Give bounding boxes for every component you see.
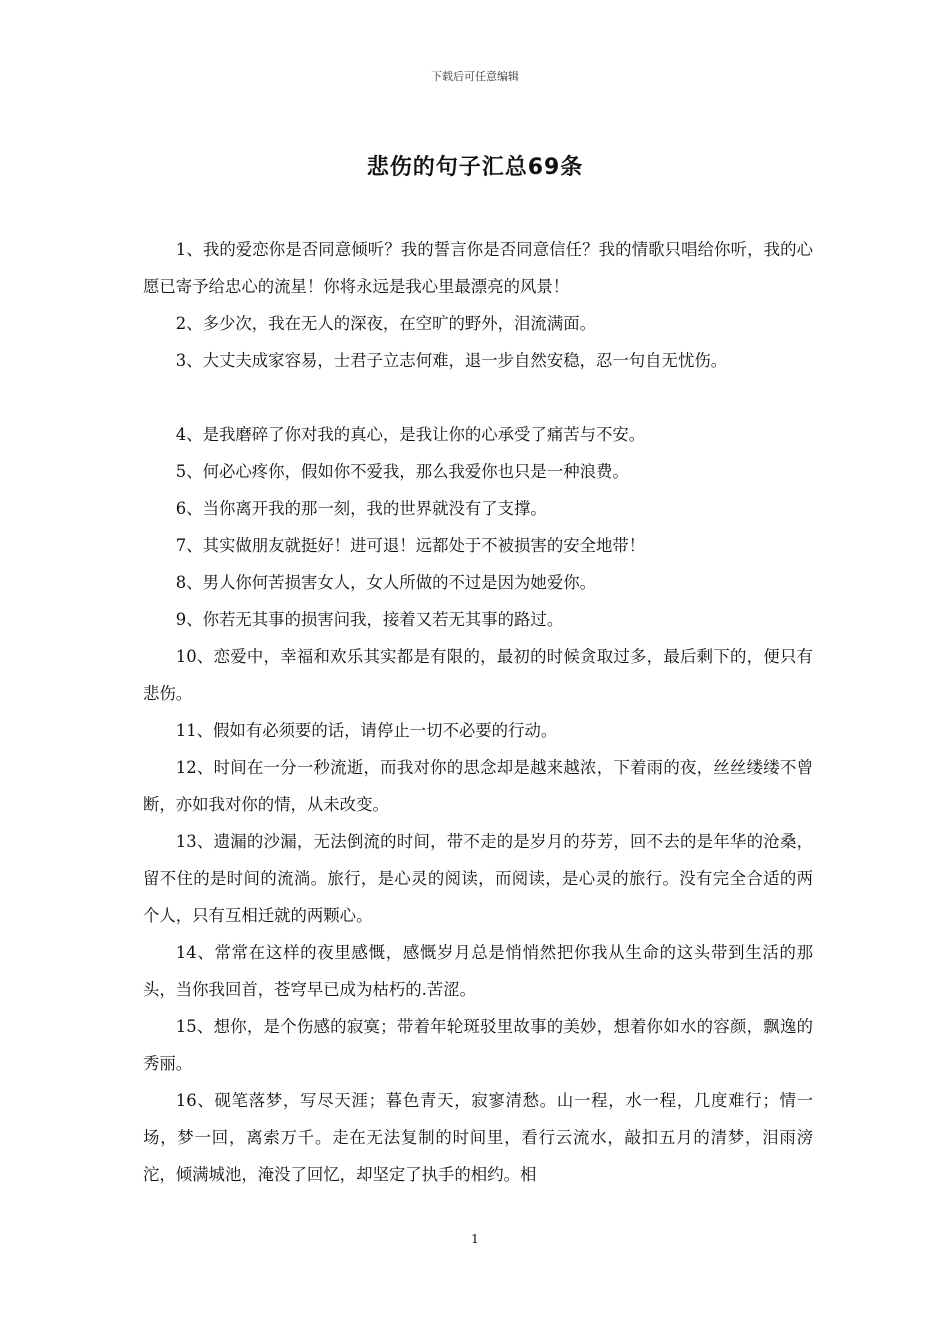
paragraph-7: 7、其实做朋友就挺好！进可退！远都处于不被损害的安全地带！	[175, 536, 646, 555]
paragraph-13: 13、遗漏的沙漏，无法倒流的时间，带不走的是岁月的芬芳，回不去的是年华的沧桑，留不住的是时间的流淌。旅行，是心灵的阅读，而阅读，是心灵的旅行。没有完全合适的两个人，只有互相迁就的两颗心。	[143, 832, 813, 925]
page-header-note: 下载后可任意编辑	[431, 70, 519, 83]
paragraph-10: 10、恋爱中，幸福和欢乐其实都是有限的，最初的时候贪取过多，最后剩下的，便只有悲伤。	[143, 647, 813, 703]
paragraph-14: 14、常常在这样的夜里感慨，感慨岁月总是悄悄然把你我从生命的这头带到生活的那头，当你我回首，苍穹早已成为枯朽的.苦涩。	[143, 943, 813, 999]
paragraph-8: 8、男人你何苦损害女人，女人所做的不过是因为她爱你。	[175, 573, 596, 592]
paragraph-2: 2、多少次，我在无人的深夜，在空旷的野外，泪流满面。	[175, 314, 596, 333]
paragraph-9: 9、你若无其事的损害问我，接着又若无其事的路过。	[175, 610, 564, 629]
blank-line	[143, 379, 813, 416]
page-title: 悲伤的句子汇总69条	[366, 155, 584, 180]
paragraph-16: 16、砚笔落梦，写尽天涯；暮色青天，寂寥清愁。山一程，水一程，几度难行；情一场，梦一回，离索万千。走在无法复制的时间里，看行云流水，敲扣五月的清梦，泪雨滂沱，倾满城池，淹没了回忆，却坚定了执手的相约。相	[143, 1091, 813, 1184]
paragraph-12: 12、时间在一分一秒流逝，而我对你的思念却是越来越浓，下着雨的夜，丝丝缕缕不曾断，亦如我对你的情，从未改变。	[143, 758, 813, 814]
document-body	[143, 231, 813, 1193]
paragraph-1: 1、我的爱恋你是否同意倾听？我的誓言你是否同意信任？我的情歌只唱给你听，我的心愿已寄予给忠心的流星！你将永远是我心里最漂亮的风景！	[143, 240, 813, 296]
paragraph-5: 5、何必心疼你，假如你不爱我，那么我爱你也只是一种浪费。	[175, 462, 629, 481]
paragraph-3: 3、大丈夫成家容易，士君子立志何难，退一步自然安稳，忍一句自无忧伤。	[175, 351, 728, 370]
paragraph-6: 6、当你离开我的那一刻，我的世界就没有了支撑。	[175, 499, 547, 518]
paragraph-4: 4、是我磨碎了你对我的真心，是我让你的心承受了痛苦与不安。	[175, 425, 646, 444]
paragraph-15: 15、想你，是个伤感的寂寞；带着年轮斑驳里故事的美妙，想着你如水的容颜，飘逸的秀丽。	[143, 1017, 813, 1073]
page-number: 1	[471, 1232, 479, 1246]
paragraph-11: 11、假如有必须要的话，请停止一切不必要的行动。	[175, 721, 558, 740]
